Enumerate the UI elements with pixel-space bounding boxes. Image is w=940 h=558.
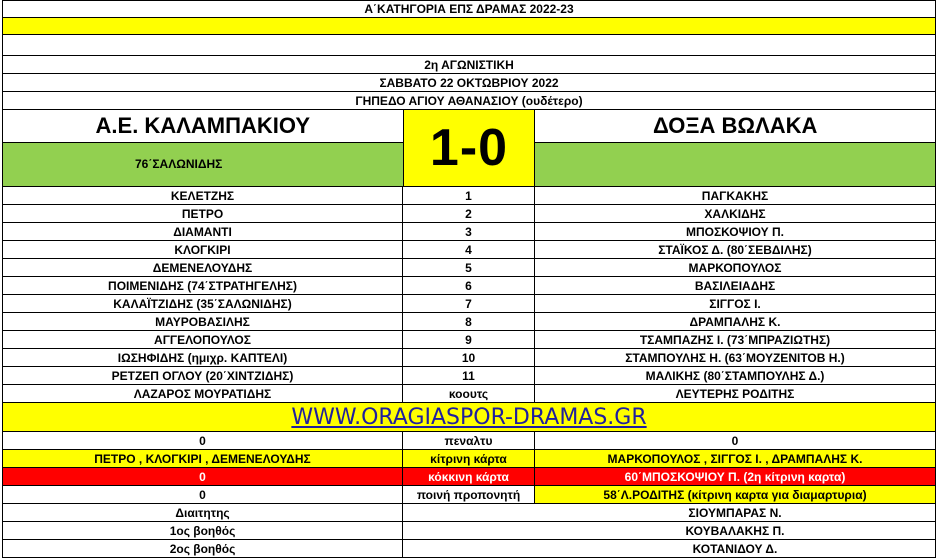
match-report-sheet	[2, 0, 936, 558]
match-date: ΣΑΒΒΑΤΟ 22 ΟΚΤΩΒΡΙΟΥ 2022	[379, 75, 559, 90]
away-red-cards: 60΄ΜΠΟΣΚΟΨΙΟΥ Π. (2η κίτρινη καρτα)	[624, 469, 846, 484]
home-player: ΑΓΓΕΛΟΠΟΥΛΟΣ	[3, 331, 403, 348]
official-row	[2, 504, 936, 522]
shirt-number: 9	[403, 331, 535, 348]
lineups-table	[2, 187, 936, 385]
shirt-number: 3	[403, 223, 535, 240]
website-link[interactable]: WWW.ORAGIASPOR-DRAMAS.GR	[291, 404, 647, 430]
away-coach-sanction: 58΄Λ.ΡΟΔΙΤΗΣ (κίτρινη καρτα για διαμαρτυρια)	[535, 486, 935, 503]
away-player: ΤΣΑΜΠΑΖΗΣ Ι. (73΄ΜΠΡΑΖΙΩΤΗΣ)	[639, 332, 831, 347]
home-player: ΚΑΛΑΪΤΖΙΔΗΣ (35΄ΣΑΛΩΝΙΔΗΣ)	[3, 295, 403, 312]
home-player: ΔΕΜΕΝΕΛΟΥΔΗΣ	[3, 259, 403, 276]
official-name: ΚΟΥΒΑΛΑΚΗΣ Π.	[685, 523, 785, 538]
home-team-block	[3, 110, 404, 186]
away-player: ΣΤΑΪΚΟΣ Δ. (80΄ΣΕΒΔΙΛΗΣ)	[658, 242, 812, 257]
shirt-number: 4	[403, 241, 535, 258]
penalty-row	[2, 432, 936, 450]
league-title: Α΄ΚΑΤΗΓΟΡΙΑ ΕΠΣ ΔΡΑΜΑΣ 2022-23	[364, 2, 574, 16]
away-player: ΔΡΑΜΠΑΛΗΣ Κ.	[689, 314, 781, 329]
away-penalties: 0	[731, 433, 739, 448]
official-name: ΚΟΤΑΝΙΔΟΥ Δ.	[692, 541, 778, 556]
match-venue: ΓΗΠΕΔΟ ΑΓΙΟΥ ΑΘΑΝΑΣΙΟΥ (ουδέτερο)	[355, 93, 583, 108]
yellow-spacer-row	[2, 18, 936, 35]
shirt-number: 10	[403, 349, 535, 366]
home-player: ΔΙΑΜΑΝΤΙ	[3, 223, 403, 240]
home-player: ΡΕΤΖΕΠ ΟΓΛΟΥ (20΄ΧΙΝΤΖΙΔΗΣ)	[3, 367, 403, 384]
away-player: ΧΑΛΚΙΔΗΣ	[704, 206, 766, 221]
lineup-row	[2, 241, 936, 259]
home-player: ΚΕΛΕΤΖΗΣ	[3, 187, 403, 204]
home-player: ΙΩΣΗΦΙΔΗΣ (ημιχρ. ΚΑΠΤΕΛΙ)	[3, 349, 403, 366]
website-row	[2, 403, 936, 432]
shirt-number: 5	[403, 259, 535, 276]
away-team-name: ΔΟΞΑ ΒΩΛΑΚΑ	[653, 112, 818, 138]
white-spacer-row	[2, 35, 936, 56]
shirt-number: 7	[403, 295, 535, 312]
away-player: ΒΑΣΙΛΕΙΑΔΗΣ	[694, 278, 776, 293]
home-coach-sanction: 0	[3, 486, 403, 503]
venue-row	[2, 92, 936, 110]
official-role: 2ος βοηθός	[3, 540, 403, 557]
away-coach: ΛΕΥΤΕΡΗΣ ΡΟΔΙΤΗΣ	[675, 386, 795, 401]
official-row	[2, 540, 936, 558]
away-player: ΜΑΡΚΟΠΟΥΛΟΣ	[688, 260, 782, 275]
official-row	[2, 522, 936, 540]
lineup-row	[2, 349, 936, 367]
penalty-label: πεναλτυ	[403, 432, 535, 449]
coach-sanction-label: ποινή προπονητή	[403, 486, 535, 503]
home-player: ΠΟΙΜΕΝΙΔΗΣ (74΄ΣΤΡΑΤΗΓΕΛΗΣ)	[3, 277, 403, 294]
home-coach: ΛΑΖΑΡΟΣ ΜΟΥΡΑΤΙΔΗΣ	[3, 385, 403, 402]
final-score: 1-0	[404, 110, 536, 186]
lineup-row	[2, 205, 936, 223]
home-yellow-cards: ΠΕΤΡΟ , ΚΛΟΓΚΙΡΙ , ΔΕΜΕΝΕΛΟΥΔΗΣ	[3, 450, 403, 467]
away-yellow-cards: ΜΑΡΚΟΠΟΥΛΟΣ , ΣΙΓΓΟΣ Ι. , ΔΡΑΜΠΑΛΗΣ Κ.	[607, 451, 863, 466]
red-card-row	[2, 468, 936, 486]
matchday-row	[2, 56, 936, 74]
away-player: ΜΠΟΣΚΟΨΙΟΥ Π.	[685, 224, 785, 239]
away-team-block	[535, 110, 935, 186]
away-player: ΣΤΑΜΠΟΥΛΗΣ Η. (63΄ΜΟΥΖΕΝΙΤΟΒ Η.)	[625, 350, 845, 365]
away-player: ΠΑΓΚΑΚΗΣ	[701, 188, 769, 203]
lineup-row	[2, 295, 936, 313]
home-player: ΜΑΥΡΟΒΑΣΙΛΗΣ	[3, 313, 403, 330]
home-player: ΚΛΟΓΚΙΡΙ	[3, 241, 403, 258]
lineup-row	[2, 223, 936, 241]
home-player: ΠΕΤΡΟ	[3, 205, 403, 222]
coaches-label: κοουτς	[403, 385, 535, 402]
lineup-row	[2, 367, 936, 385]
home-penalties: 0	[3, 432, 403, 449]
home-team-name: Α.Ε. ΚΑΛΑΜΠΑΚΙΟΥ	[95, 112, 311, 138]
yellow-card-label: κίτρινη κάρτα	[403, 450, 535, 467]
shirt-number: 8	[403, 313, 535, 330]
coaches-row	[2, 385, 936, 403]
matchday: 2η ΑΓΩΝΙΣΤΙΚΗ	[424, 57, 514, 72]
lineup-row	[2, 187, 936, 205]
away-player: ΜΑΛΙΚΗΣ (80΄ΣΤΑΜΠΟΥΛΗΣ Δ.)	[645, 368, 825, 383]
lineup-row	[2, 259, 936, 277]
lineup-row	[2, 313, 936, 331]
shirt-number: 6	[403, 277, 535, 294]
lineup-row	[2, 331, 936, 349]
official-name: ΣΙΟΥΜΠΑΡΑΣ Ν.	[688, 505, 782, 520]
lineup-row	[2, 277, 936, 295]
coach-sanction-row	[2, 486, 936, 504]
home-red-cards: 0	[3, 468, 403, 485]
shirt-number: 11	[403, 367, 535, 384]
yellow-card-row	[2, 450, 936, 468]
official-role: 1ος βοηθός	[3, 522, 403, 539]
shirt-number: 2	[403, 205, 535, 222]
official-role: Διαιτητης	[3, 504, 403, 521]
officials-table	[2, 504, 936, 558]
date-row	[2, 74, 936, 92]
away-scorers	[535, 142, 935, 186]
red-card-label: κόκκινη κάρτα	[403, 468, 535, 485]
home-scorers: 76΄ΣΑΛΩΝΙΔΗΣ	[3, 142, 403, 186]
shirt-number: 1	[403, 187, 535, 204]
away-player: ΣΙΓΓΟΣ Ι.	[709, 296, 761, 311]
league-title-row	[2, 0, 936, 18]
teams-score-block	[2, 110, 936, 187]
